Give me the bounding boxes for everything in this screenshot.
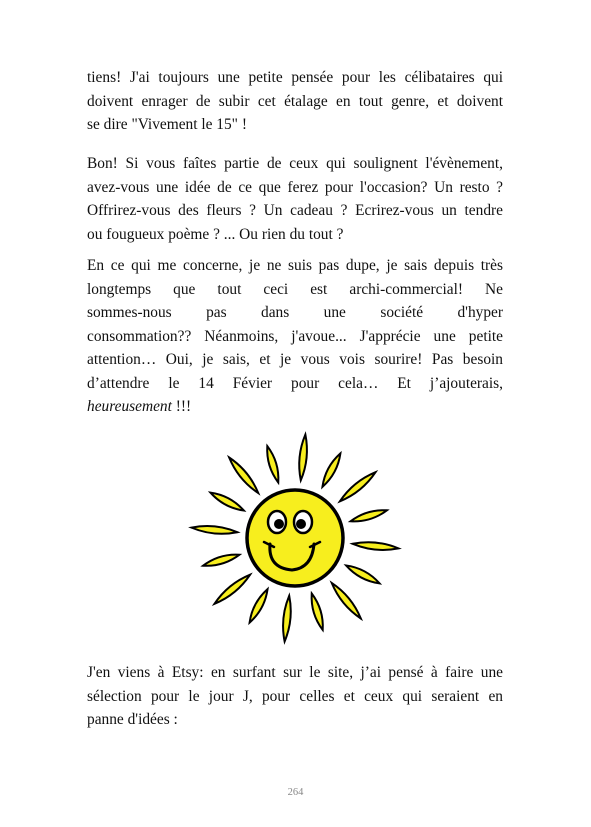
sun-ray [353, 542, 399, 550]
text-line: Offrirez-vous des fleurs ? Un cadeau ? Ecrirez-vous un tendre [87, 202, 503, 219]
text-line: longtemps que tout ceci est archi-commercial! Ne [87, 280, 503, 298]
sun-ray [322, 453, 340, 486]
sun-ray [210, 493, 243, 511]
page-number: 264 [287, 787, 304, 798]
sun-ray [351, 510, 387, 521]
text-line: sommes-nous pas dans une société d'hyper [87, 304, 503, 321]
text-line [87, 395, 503, 419]
text-line: En ce qui me concerne, je ne suis pas dupe, je sais depuis très [87, 257, 503, 274]
text-line: sélection pour le jour J, pour celles et ceux qui seraient en [87, 687, 503, 705]
paragraph-4 [87, 661, 503, 732]
sun-ray [340, 472, 376, 501]
text-fragment: !!! [171, 398, 192, 415]
italic-word: heureusement [87, 398, 172, 415]
text-line: avez-vous une idée de ce que ferez pour l'occasion? Un resto ? [87, 178, 503, 196]
sun-ray [283, 596, 291, 642]
sun-ray [229, 457, 258, 493]
paragraph-3 [87, 254, 503, 419]
text-line: Bon! Si vous faîtes partie de ceux qui soulignent l'évènement, [87, 155, 503, 172]
text-line: tiens! J'ai toujours une petite pensée pour les célibataires qui [87, 69, 503, 86]
text-line: doivent enrager de subir cet étalage en tout genre, et doivent [87, 92, 503, 110]
text-line: panne d'idées : [87, 711, 178, 728]
text-line: consommation?? Néanmoins, j'avoue... J'apprécie une petite [87, 327, 503, 345]
text-line: ou fougueux poème ? ... Ou rien du tout ? [87, 225, 344, 243]
sun-ray [250, 589, 268, 622]
text-line: attention… Oui, je sais, et je vous vois sourire! Pas besoin [87, 351, 503, 368]
sun-ray [214, 575, 250, 604]
sun-ray [203, 555, 239, 566]
sun-ray [332, 583, 361, 619]
sun-ray [267, 446, 278, 482]
paragraph-2 [87, 152, 503, 246]
text-line: se dire "Vivement le 15" ! [87, 116, 247, 133]
sun-ray [312, 594, 323, 630]
text-line: J'en viens à Etsy: en surfant sur le site, j’ai pensé à faire une [87, 664, 503, 681]
paragraph-1 [87, 66, 503, 137]
text-line: d’attendre le 14 Févier pour cela… Et j’ajouterais, [87, 374, 503, 392]
sun-ray [346, 565, 379, 583]
smiling-sun-icon [184, 418, 406, 646]
sun-ray [192, 526, 238, 534]
sun-ray [299, 435, 307, 481]
